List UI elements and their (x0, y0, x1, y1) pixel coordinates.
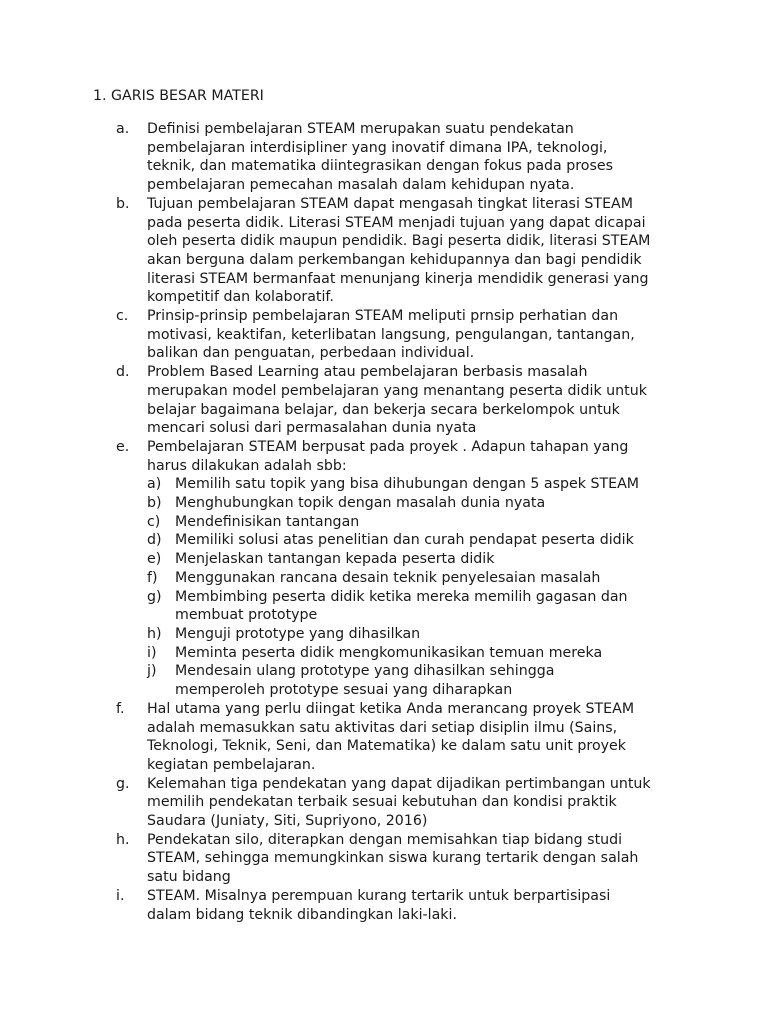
list-item-text: Pendekatan silo, diterapkan dengan memisahkan tiap bidang studi STEAM, sehingga memungkinkan siswa kurang tertarik dengan salah satu bidang (147, 831, 639, 886)
sub-list-item-f (147, 569, 696, 588)
sub-list-item-e (147, 550, 696, 569)
list-marker: g. (116, 775, 130, 792)
sub-list-marker: d) (147, 532, 162, 549)
list-item-text: Prinsip-prinsip pembelajaran STEAM meliputi prnsip perhatian dan motivasi, keaktifan, keterlibatan langsung, pengulangan, tantangan, balikan dan penguatan, perbedaan individual. (147, 308, 635, 362)
sub-list-item-b (147, 494, 696, 513)
sub-list-item-d (147, 531, 696, 550)
sub-list-item-i (147, 644, 696, 663)
sub-list-marker: g) (147, 588, 162, 605)
sub-list-item-text: Mendefinisikan tantangan (175, 513, 360, 530)
list-item-i (116, 887, 696, 924)
list-marker: h. (116, 831, 130, 848)
sub-list-item-g (147, 588, 696, 625)
sub-list-item-text: Membimbing peserta didik ketika mereka memilih gagasan dan membuat prototype (175, 588, 628, 624)
list-item-g (116, 775, 696, 831)
list-item-h (116, 831, 696, 887)
sub-list-item-text: Menguji prototype yang dihasilkan (175, 625, 421, 642)
sub-list-item-text: Memiliki solusi atas penelitian dan curah pendapat peserta didik (175, 532, 634, 549)
list-item-text: Hal utama yang perlu diingat ketika Anda merancang proyek STEAM adalah memasukkan satu aktivitas dari setiap disiplin ilmu (Sains, Teknologi, Teknik, Seni, dan Matematika) ke dalam satu unit proyek kegiatan pembelajaran. (147, 700, 635, 773)
sub-list-item-text: Mendesain ulang prototype yang dihasilkan sehingga memperoleh prototype sesuai yang diharapkan (175, 663, 555, 699)
list-item-text: STEAM. Misalnya perempuan kurang tertarik untuk berpartisipasi dalam bidang teknik dibandingkan laki-laki. (147, 887, 611, 923)
sub-list-item-text: Menghubungkan topik dengan masalah dunia nyata (175, 495, 546, 512)
list-item-e (116, 438, 696, 700)
sub-list-marker: b) (147, 495, 162, 512)
sub-list-marker: a) (147, 476, 162, 493)
list-item-text: Tujuan pembelajaran STEAM dapat mengasah tingkat literasi STEAM pada peserta didik. Literasi STEAM menjadi tujuan yang dapat dicapai oleh peserta didik maupun pendidik. Bagi peserta didik, literasi STEAM akan berguna dalam perkembangan kehidupannya dan bagi pendidik literasi STEAM bermanfaat menunjang kinerja mendidik generasi yang kompetitif dan kolaboratif. (147, 195, 651, 306)
list-item-c (116, 307, 696, 363)
sub-list-item-c (147, 513, 696, 532)
sub-list-item-text: Memilih satu topik yang bisa dihubungan dengan 5 aspek STEAM (175, 476, 640, 493)
list-item-a (116, 120, 696, 195)
sub-list-item-text: Meminta peserta didik mengkomunikasikan temuan mereka (175, 644, 603, 661)
list-marker: a. (116, 121, 130, 137)
list-marker: e. (116, 438, 130, 455)
sub-list-item-a (147, 475, 696, 494)
list-marker: c. (116, 308, 129, 325)
section-heading: 1. GARIS BESAR MATERI (93, 88, 264, 104)
list-item-d (116, 363, 696, 438)
sub-list-item-j (147, 662, 696, 699)
list-item-b (116, 195, 696, 307)
sub-list-marker: c) (147, 513, 161, 530)
sub-list-item-h (147, 625, 696, 644)
sub-list-marker: f) (147, 569, 158, 586)
sub-list-marker: e) (147, 551, 162, 568)
list-item-f (116, 700, 696, 775)
list-marker: d. (116, 364, 130, 381)
project-steps-list (147, 475, 696, 699)
sub-list-marker: j) (147, 663, 157, 680)
list-item-text: Kelemahan tiga pendekatan yang dapat dijadikan pertimbangan untuk memilih pendekatan terbaik sesuai kebutuhan dan kondisi praktik Saudara (Juniaty, Siti, Supriyono, 2016) (147, 775, 651, 830)
list-marker: i. (116, 887, 125, 904)
sub-list-marker: i) (147, 644, 157, 661)
outline-list (116, 120, 696, 924)
sub-list-marker: h) (147, 625, 162, 642)
list-item-text: Pembelajaran STEAM berpusat pada proyek . Adapun tahapan yang harus dilakukan adalah sbb: (147, 438, 629, 474)
list-item-text: Problem Based Learning atau pembelajaran berbasis masalah merupakan model pembelajaran yang menantang peserta didik untuk belajar bagaimana belajar, dan bekerja secara berkelompok untuk mencari solusi dari permasalahan dunia nyata (147, 364, 647, 437)
sub-list-item-text: Menggunakan rancana desain teknik penyelesaian masalah (175, 569, 601, 586)
list-marker: b. (116, 195, 130, 212)
list-item-text: Definisi pembelajaran STEAM merupakan suatu pendekatan pembelajaran interdisipliner yang inovatif dimana IPA, teknologi, teknik, dan matematika diintegrasikan dengan fokus pada proses pembelajaran pemecahan masalah dalam kehidupan nyata. (147, 121, 613, 194)
list-marker: f. (116, 700, 125, 717)
sub-list-item-text: Menjelaskan tantangan kepada peserta didik (175, 551, 495, 568)
